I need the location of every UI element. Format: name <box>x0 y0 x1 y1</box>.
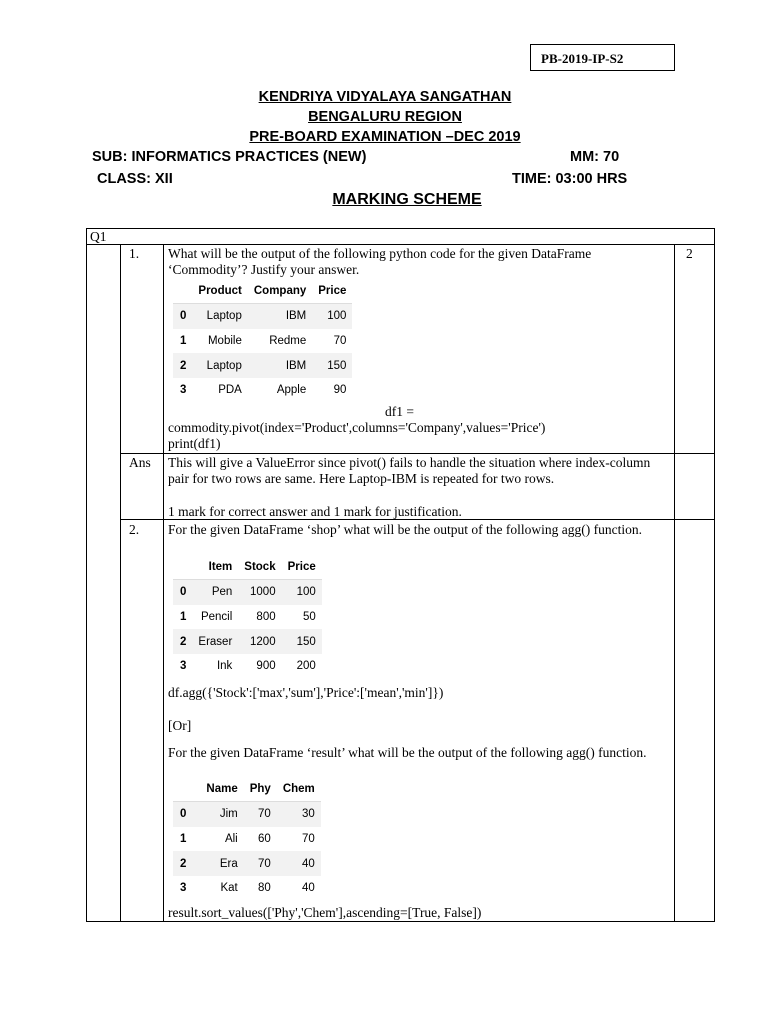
sub-question-number: 1. <box>129 246 140 261</box>
table-row: 0 Laptop IBM 100 <box>173 304 352 329</box>
question-number-q1: Q1 <box>90 229 107 244</box>
marks-value: 2 <box>686 246 693 261</box>
code-line: df.agg({'Stock':['max','sum'],'Price':['mean','min']}) <box>168 685 444 700</box>
column-header: Phy <box>244 777 277 802</box>
column-header: Name <box>192 777 243 802</box>
subject-line: SUB: INFORMATICS PRACTICES (NEW) <box>92 149 367 165</box>
table-row: 3 PDA Apple 90 <box>180 384 347 397</box>
column-header: Product <box>192 279 247 304</box>
code-line: print(df1) <box>168 436 221 451</box>
question-text: What will be the output of the following python code for the given DataFrame ‘Commodity’? Justify your answer. <box>168 246 592 277</box>
org-name: KENDRIYA VIDYALAYA SANGATHAN <box>258 89 512 105</box>
table-row: 3 Ink 900 200 <box>180 660 316 673</box>
shop-dataframe <box>173 555 322 679</box>
column-header: Company <box>248 279 312 304</box>
exam-name: PRE-BOARD EXAMINATION –DEC 2019 <box>249 129 521 145</box>
document-code: PB-2019-IP-S2 <box>530 44 675 71</box>
commodity-dataframe <box>173 279 352 403</box>
table-row: 0 Jim 70 30 <box>173 802 321 827</box>
table-row: 0 Pen 1000 100 <box>173 580 322 605</box>
or-label: [Or] <box>168 718 192 733</box>
sub-question-number: 2. <box>129 522 140 537</box>
column-header: Price <box>312 279 352 304</box>
column-header: Price <box>282 555 322 580</box>
result-dataframe <box>173 777 321 901</box>
code-line: result.sort_values(['Phy','Chem'],ascending=[True, False]) <box>168 905 482 920</box>
table-row: 2 Era 70 40 <box>173 851 321 876</box>
question-text: For the given DataFrame ‘shop’ what will be the output of the following agg() function. <box>168 522 643 537</box>
table-row: 2 Eraser 1200 150 <box>173 629 322 654</box>
code-line: df1 = <box>385 404 414 419</box>
time-line: TIME: 03:00 HRS <box>512 171 628 187</box>
column-header: Item <box>192 555 238 580</box>
answer-marks: 1 mark for correct answer and 1 mark for justification. <box>168 504 462 519</box>
answer-label: Ans <box>129 455 151 470</box>
code-line: commodity.pivot(index='Product',columns='Company',values='Price') <box>168 420 546 435</box>
column-header: Stock <box>238 555 281 580</box>
region-name: BENGALURU REGION <box>308 109 462 125</box>
class-line: CLASS: XII <box>97 171 173 187</box>
table-row: 3 Kat 80 40 <box>180 882 315 895</box>
answer-text: This will give a ValueError since pivot() fails to handle the situation where index-column pair for two rows are same. Here Laptop-IBM is repeated for two rows. <box>168 455 651 486</box>
column-header: Chem <box>277 777 321 802</box>
table-row: 1 Pencil 800 50 <box>180 611 316 624</box>
max-marks: MM: 70 <box>570 149 620 165</box>
table-row: 1 Ali 60 70 <box>180 833 315 846</box>
table-row: 1 Mobile Redme 70 <box>180 335 347 348</box>
page-title: MARKING SCHEME <box>332 191 482 208</box>
question-text: For the given DataFrame ‘result’ what will be the output of the following agg() function. <box>168 745 647 760</box>
table-row: 2 Laptop IBM 150 <box>173 353 352 378</box>
